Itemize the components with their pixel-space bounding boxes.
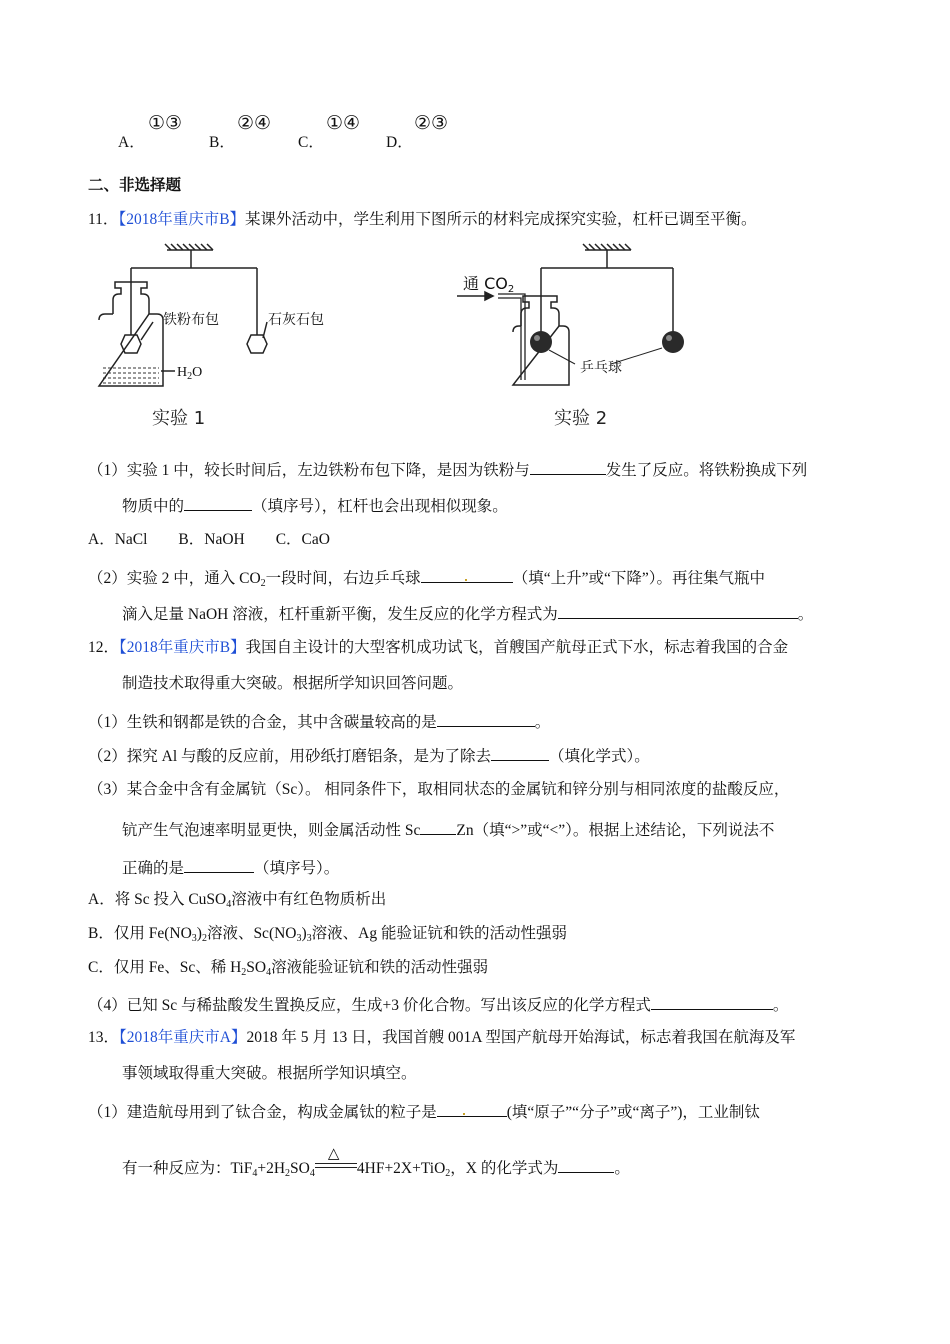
q12-option-a: A．将 Sc 投入 CuSO$_4$溶液中有红色物质析出	[88, 891, 387, 910]
q11-part1-line1: （1）实验 1 中，较长时间后，左边铁粉布包下降，是因为铁粉与 发生了反应。将铁粉换成下列	[88, 458, 807, 481]
option-d-value: ②③	[414, 113, 449, 134]
q11-number: 11．	[88, 211, 119, 228]
q11-blank-1[interactable]	[530, 458, 606, 475]
q12-stem-line2: 制造技术取得重大突破。根据所学知识回答问题。	[122, 675, 464, 692]
q12-blank-1[interactable]	[437, 710, 535, 727]
q12-part3-line2: 钪产生气泡速率明显更快，则金属活动性 Sc Zn（填“>”或“<”）。根据上述结论，下列说法不	[122, 818, 774, 841]
q13-stem-line1: 13．【2018年重庆市A】2018 年 5 月 13 日，我国首艘 001A 型国产航母开始海试，标志着我国在航海及军	[88, 1029, 796, 1046]
experiment-1-figure	[95, 240, 345, 435]
q12-blank-5[interactable]	[651, 993, 773, 1010]
q11-choices: A．NaCl B．NaOH C．CaO	[88, 531, 330, 548]
q13-part1-line1: （1）建造航母用到了钛合金，构成金属钛的粒子是 (填“原子”“分子”或“离子”)，工业制钛	[88, 1100, 760, 1123]
q11-stem-text: 某课外活动中，学生利用下图所示的材料完成探究实验，杠杆已调至平衡。	[245, 211, 757, 228]
q11-part2-line1: （2）实验 2 中，通入 $CO_2$一段时间，右边乒乓球 （填“上升”或“下降”）。再往集气瓶中	[88, 566, 765, 589]
q12-number: 12．	[88, 639, 120, 656]
q11-part1-line2: 物质中的 （填序号），杠杆也会出现相似现象。	[122, 494, 508, 517]
option-b-label: B．	[209, 134, 235, 151]
q12-stem-line1: 12．【2018年重庆市B】我国自主设计的大型客机成功试飞，首艘国产航母正式下水，标志着我国的合金	[88, 639, 789, 656]
q12-part1: （1）生铁和钢都是铁的合金，其中含碳量较高的是 。	[88, 710, 550, 733]
section-title: 二、非选择题	[88, 177, 182, 194]
q13-stem-line2: 事领域取得重大突破。根据所学知识填空。	[122, 1065, 417, 1082]
q12-blank-4[interactable]	[184, 856, 254, 873]
q13-number: 13．	[88, 1029, 120, 1046]
q11-source: 【2018年重庆市B】	[118, 211, 246, 228]
option-d-label: D．	[386, 134, 413, 151]
q12-part2: （2）探究 Al 与酸的反应前，用砂纸打磨铝条，是为了除去 （填化学式）。	[88, 744, 650, 767]
q13-blank-1[interactable]	[437, 1100, 507, 1117]
fig1-caption: 实验 1	[152, 408, 206, 429]
q11-stem	[88, 210, 757, 230]
fig1-bag-label: 铁粉布包	[163, 312, 219, 328]
fig2-ball-label: 乒乓球	[580, 360, 622, 376]
q12-blank-2[interactable]	[491, 744, 549, 761]
q12-part3-line1: （3）某合金中含有金属钪（Sc）。 相同条件下，取相同状态的金属钪和锌分别与相同浓度的盐酸反应，	[88, 781, 790, 798]
reaction-arrow	[315, 1144, 357, 1173]
option-c-label: C．	[298, 134, 324, 151]
option-c-value: ①④	[326, 113, 361, 134]
fig2-arrow-label: 通 $CO_2$	[463, 274, 515, 295]
option-b-value: ②④	[237, 113, 272, 134]
fig2-caption: 实验 2	[554, 408, 608, 429]
q11-part2-line2: 滴入足量 NaOH 溶液，杠杆重新平衡，发生反应的化学方程式为 。	[122, 602, 813, 625]
option-a-value: ①③	[148, 113, 183, 134]
fig1-water-label: $H_2O$	[177, 365, 203, 382]
q13-blank-2[interactable]	[558, 1156, 614, 1173]
fig1-stone-label: 石灰石包	[268, 312, 324, 328]
q12-source: 【2018年重庆市B】	[119, 639, 246, 656]
q12-part4: （4）已知 Sc 与稀盐酸发生置换反应，生成+3 价化合物。写出该反应的化学方程式 。	[88, 993, 788, 1016]
q11-blank-4[interactable]	[558, 602, 798, 619]
q11-blank-2[interactable]	[184, 494, 252, 511]
q12-option-b: B．仅用 $Fe(NO_3)_2$溶液、$Sc(NO_3)_3$溶液、Ag 能验证钪和铁的活动性强弱	[88, 925, 567, 944]
q12-blank-3[interactable]	[420, 818, 456, 835]
heat-condition: △	[327, 1144, 340, 1162]
q13-source: 【2018年重庆市A】	[119, 1029, 247, 1046]
q12-option-c: C．仅用 Fe、Sc、稀 $H_2SO_4$溶液能验证钪和铁的活动性强弱	[88, 959, 489, 978]
q12-part3-line3: 正确的是 （填序号）。	[122, 856, 339, 879]
option-a-label: A．	[118, 134, 145, 151]
q11-blank-3[interactable]	[421, 566, 513, 583]
q13-equation-line: 有一种反应为：$TiF_4+2H_2SO_4$ △ 4HF+2X+TiO$_2$，X 的化学式为 。	[122, 1144, 630, 1179]
